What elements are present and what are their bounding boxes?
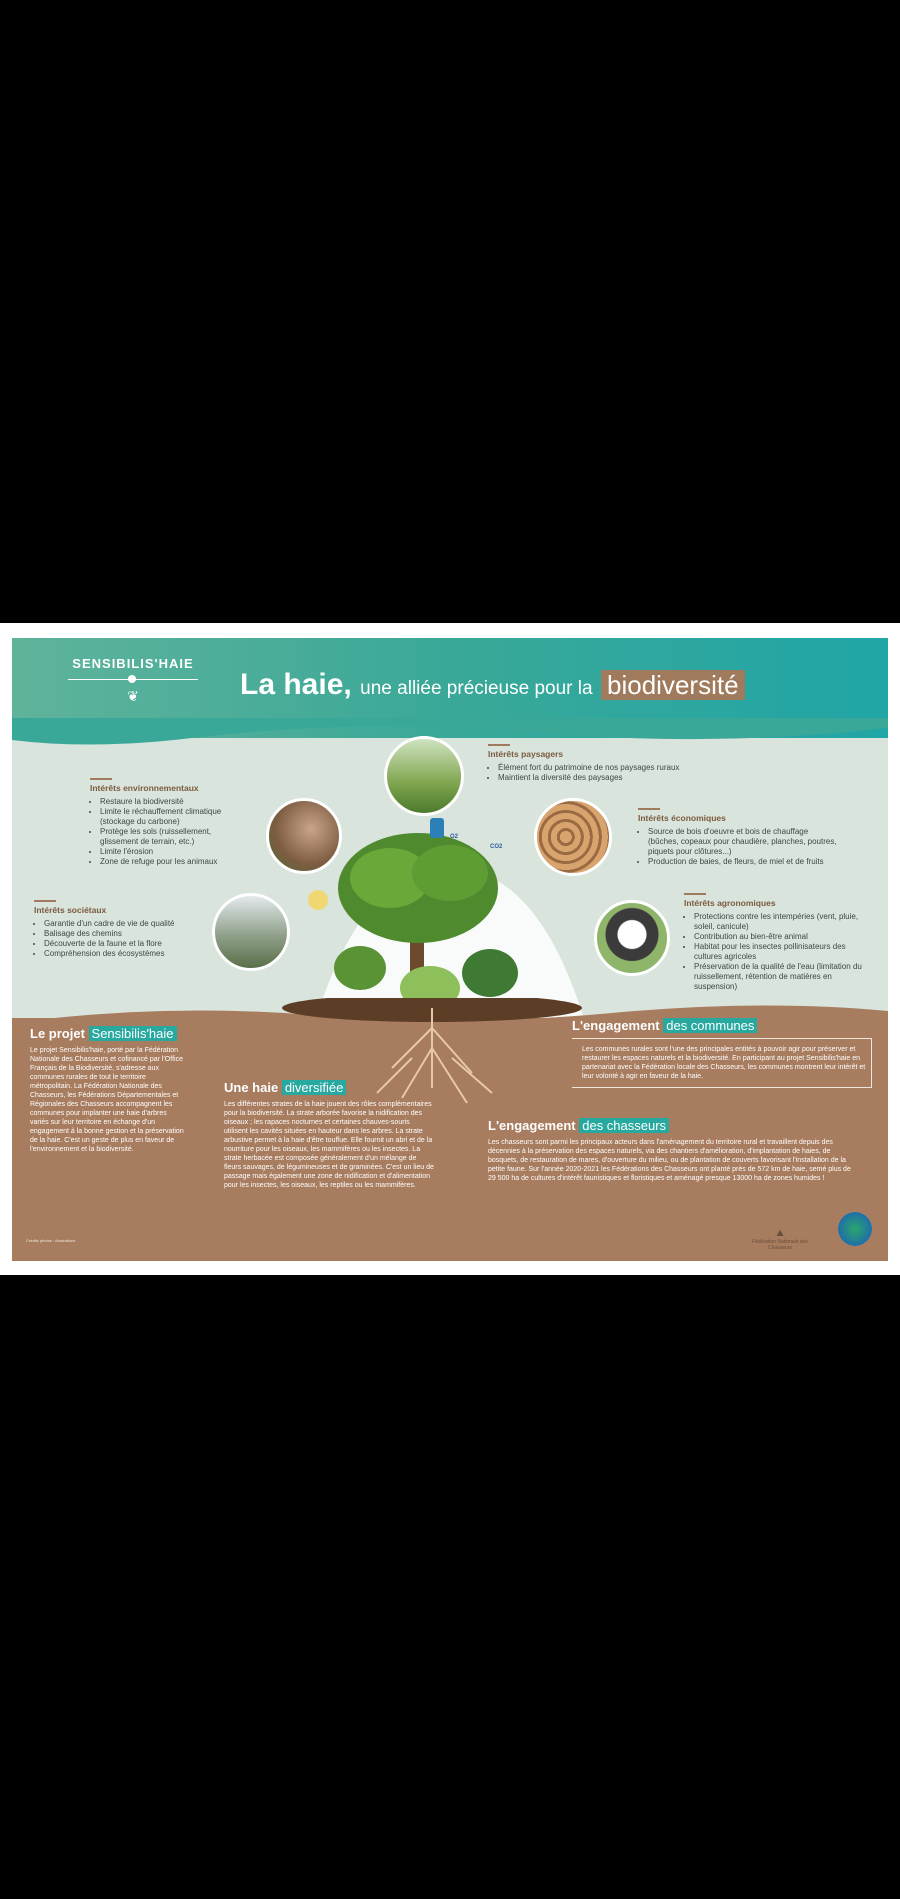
footer-credits: Crédits photos · illustrations bbox=[26, 1238, 76, 1243]
poster-title bbox=[240, 668, 745, 702]
interets-environnementaux bbox=[90, 778, 250, 867]
list-item: • Production de baies, de fleurs, de miel et de fruits bbox=[648, 857, 838, 867]
interets-societaux bbox=[34, 900, 204, 959]
haie-title-text: Une haie bbox=[224, 1080, 279, 1095]
o2-label: O2 bbox=[450, 834, 459, 840]
interets-economiques-title: Intérêts économiques bbox=[638, 813, 726, 823]
interets-economiques bbox=[638, 808, 838, 867]
interets-societaux-title: Intérêts sociétaux bbox=[34, 905, 107, 915]
chasseurs-section bbox=[488, 1118, 858, 1183]
communes-box bbox=[572, 1038, 872, 1088]
chasseurs-highlight: des chasseurs bbox=[579, 1118, 669, 1133]
brand-line bbox=[68, 679, 198, 680]
logs-photo bbox=[534, 798, 612, 876]
list-item: • Source de bois d'oeuvre et bois de chauffage (bûches, copeaux pour chaudière, planches, poutres, piquets pour clôtures...) bbox=[648, 827, 838, 857]
brand-logo bbox=[58, 656, 208, 705]
bird-photo bbox=[266, 798, 342, 874]
ofb-logo bbox=[838, 1212, 872, 1246]
brand-dot bbox=[128, 675, 136, 683]
interets-paysagers-title: Intérêts paysagers bbox=[488, 749, 564, 759]
leaf-icon: ❦ bbox=[127, 688, 139, 704]
cow-photo bbox=[594, 900, 670, 976]
o2-arrow-icon bbox=[430, 818, 444, 838]
list-item: • Protections contre les intempéries (vent, pluie, soleil, canicule) bbox=[694, 912, 874, 932]
list-item: • Garantie d'un cadre de vie de qualité bbox=[44, 919, 204, 929]
list-item: • Zone de refuge pour les animaux bbox=[100, 857, 250, 867]
co2-label: CO2 bbox=[490, 844, 503, 850]
title-sub: une alliée précieuse pour la bbox=[360, 678, 593, 699]
haie-section bbox=[224, 1080, 434, 1190]
list-item: • Restaure la biodiversité bbox=[100, 797, 250, 807]
chasseurs-title-text: L'engagement bbox=[488, 1118, 576, 1133]
communes-title bbox=[572, 1018, 872, 1034]
projet-title-text: Le projet bbox=[30, 1026, 85, 1041]
communes-section bbox=[572, 1018, 872, 1088]
list-item: • Limite l'érosion bbox=[100, 847, 250, 857]
haie-highlight: diversifiée bbox=[282, 1080, 347, 1095]
interets-paysagers bbox=[488, 744, 688, 783]
list-item: • Découverte de la faune et la flore bbox=[44, 939, 204, 949]
haie-text: Les différentes strates de la haie jouent des rôles complémentaires pour la biodiversité. La strate arborée favorise la nidification des oiseaux ; les rapaces nocturnes et certaines chauves-souris utilisent les cavités situées en hauteur dans les arbres. La strate arbustive permet à la haie d'être touffue. Elle fournit un abri et de la nourriture pour les oiseaux, les mammifères ou les insectes. La strate herbacée est composée généralement d'un mélange de fleurs sauvages, de légumineuses et de graminées. C'est un lieu de passage mais également une zone de nidification et d'alimentation pour les insectes, les oiseaux, les reptiles ou les mammifères. bbox=[224, 1101, 434, 1189]
brand-name: SENSIBILIS'HAIE bbox=[72, 656, 194, 671]
list-item: • Habitat pour les insectes pollinisateurs des cultures agricoles bbox=[694, 942, 874, 962]
list-item: • Protège les sols (ruissellement, glissement de terrain, etc.) bbox=[100, 827, 250, 847]
fnc-logo: ⛰ Fédération Nationale des Chasseurs bbox=[740, 1228, 820, 1251]
chasseurs-title bbox=[488, 1118, 858, 1134]
interets-agronomiques bbox=[684, 893, 874, 992]
title-main: La haie, bbox=[240, 668, 352, 701]
projet-title bbox=[30, 1026, 185, 1042]
chasseurs-text: Les chasseurs sont parmi les principaux acteurs dans l'aménagement du territoire rural et travaillent depuis des décennies à la préservation des espaces naturels, via des chantiers d'amélioration, d'implantation de haies, de bosquets, de restauration de mares, d'ouverture du milieu, ou de plantation de couverts favorisant l'installation de la petite faune. Sur l'année 2020-2021 les Fédérations des Chasseurs ont planté près de 572 km de haie, semé plus de 29 500 ha de cultures d'intérêt faunistiques et floristiques et aménagé presque 13000 ha de zones humides ! bbox=[488, 1139, 851, 1182]
poster-inner bbox=[12, 638, 888, 1261]
list-item: • Élément fort du patrimoine de nos paysages ruraux bbox=[498, 763, 688, 773]
list-item: • Compréhension des écosystèmes bbox=[44, 949, 204, 959]
list-item: • Préservation de la qualité de l'eau (limitation du ruissellement, rétention de matières en suspension) bbox=[694, 962, 874, 992]
communes-text: Les communes rurales sont l'une des principales entités à pouvoir agir pour préserver et restaurer les espaces naturels et la biodiversité. En participant au projet Sensibilis'haie en partenariat avec la Fédération locale des Chasseurs, les communes montrent leur intérêt et leur volonté à agir en faveur de la haie. bbox=[582, 1046, 866, 1080]
list-item: • Maintient la diversité des paysages bbox=[498, 773, 688, 783]
communes-title-text: L'engagement bbox=[572, 1018, 660, 1033]
haie-title bbox=[224, 1080, 434, 1096]
title-highlight: biodiversité bbox=[601, 670, 745, 700]
walkers-photo bbox=[212, 893, 290, 971]
fnc-logo-text: Fédération Nationale des Chasseurs bbox=[752, 1239, 808, 1251]
projet-section bbox=[30, 1026, 185, 1154]
interets-environnementaux-title: Intérêts environnementaux bbox=[90, 783, 199, 793]
projet-highlight: Sensibilis'haie bbox=[89, 1026, 177, 1041]
landscape-photo bbox=[384, 736, 464, 816]
poster bbox=[0, 623, 900, 1275]
projet-text: Le projet Sensibilis'haie, porté par la Fédération Nationale des Chasseurs et cofinancé par l'Office Français de la Biodiversité, s'adresse aux communes rurales de tout le territoire métropolitain. La Fédération Nationale des Chasseurs, les Fédérations Départementales et Régionales des Chasseurs accompagnent les communes pour implanter une haie d'arbres variés sur leur territoire en échange d'un engagement à la bonne gestion et la préservation de la haie. C'est un geste de plus en faveur de l'environnement et la biodiversité. bbox=[30, 1047, 184, 1153]
list-item: • Contribution au bien-être animal bbox=[694, 932, 874, 942]
communes-highlight: des communes bbox=[663, 1018, 757, 1033]
list-item: • Limite le réchauffement climatique (stockage du carbone) bbox=[100, 807, 250, 827]
interets-agronomiques-title: Intérêts agronomiques bbox=[684, 898, 776, 908]
list-item: • Balisage des chemins bbox=[44, 929, 204, 939]
